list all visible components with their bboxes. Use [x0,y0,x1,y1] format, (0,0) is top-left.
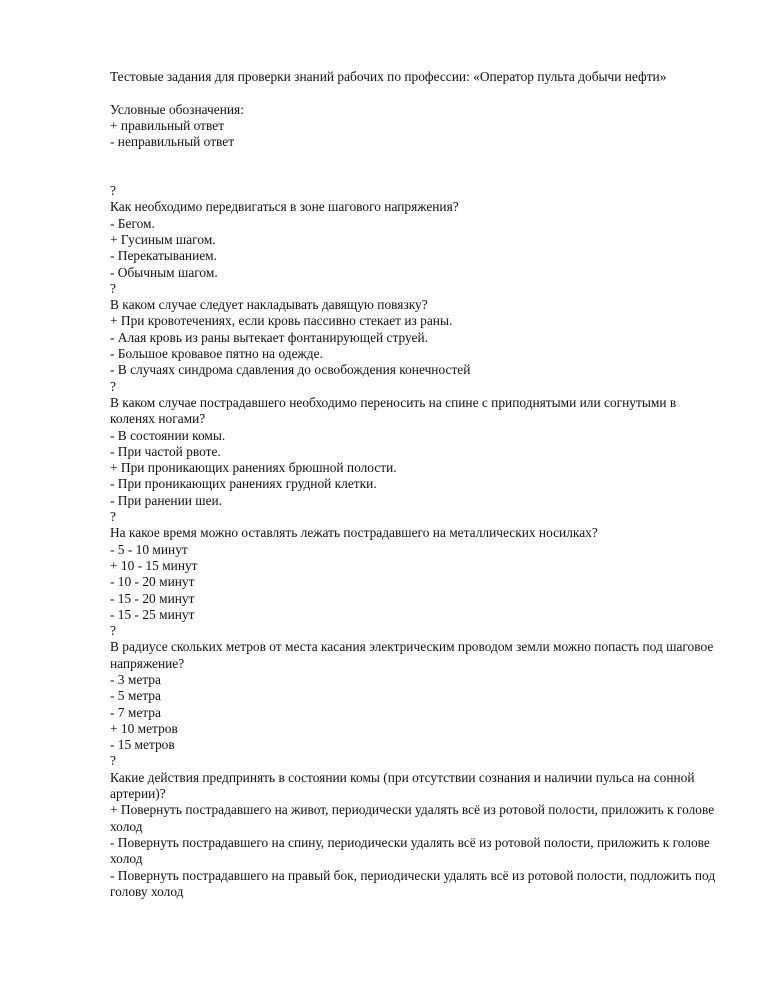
legend-item-correct: + правильный ответ [110,117,225,133]
answer-option: - 15 - 25 минут [110,606,195,622]
answer-option: - 5 - 10 минут [110,541,188,557]
answer-option: - 10 - 20 минут [110,574,195,590]
answer-option: - 5 метра [110,688,161,704]
question-marker: ? [110,378,116,394]
answer-option: - Повернуть пострадавшего на спину, периодически удалять всё из ротовой полости, приложить к голове холод [110,834,710,867]
answer-option: - При частой рвоте. [110,443,221,459]
question-marker: ? [110,623,116,639]
spacer [110,85,720,101]
answer-option: - Бегом. [110,215,155,231]
legend-item-incorrect: - неправильный ответ [110,134,235,150]
answer-option: + 10 - 15 минут [110,557,198,573]
question-text: В радиусе скольких метров от места касания электрическим проводом земли можно попасть под шаговое напряжение? [110,639,714,671]
legend-heading: Условные обозначения: [110,101,244,117]
question-marker: ? [110,509,116,525]
document-body [110,69,720,900]
question-text: Какие действия предпринять в состоянии комы (при отсутствии сознания и наличии пульса на сонной артерии)? [110,769,695,802]
answer-option: - 3 метра [110,671,161,687]
answer-option: + При проникающих ранениях брюшной полости. [110,460,397,476]
question-text: Как необходимо передвигаться в зоне шагового напряжения? [110,199,459,215]
question-marker: ? [110,753,116,769]
spacer [110,150,720,166]
answer-option: - В состоянии комы. [110,427,226,443]
answer-option: - Обычным шагом. [110,264,218,280]
answer-option: - Большое кровавое пятно на одежде. [110,346,323,362]
answer-option: - Повернуть пострадавшего на правый бок, периодически удалять всё из ротовой полости, подложить под голову холод [110,867,716,899]
document-title: Тестовые задания для проверки знаний рабочих по профессии: «Оператор пульта добычи нефти» [110,69,667,84]
answer-option: + При кровотечениях, если кровь пассивно стекает из раны. [110,313,453,329]
question-text: На какое время можно оставлять лежать пострадавшего на металлических носилках? [110,525,598,541]
question-text: В каком случае пострадавшего необходимо переносить на спине с приподнятыми или согнутыми в коленях ногами? [110,394,677,427]
answer-option: - 15 метров [110,737,175,753]
answer-option: - 7 метра [110,704,161,720]
answer-option: + Гусиным шагом. [110,231,216,247]
answer-option: - 15 - 20 минут [110,590,195,606]
answer-option: - При проникающих ранениях грудной клетки. [110,476,377,492]
spacer [110,167,720,183]
question-marker: ? [110,280,116,296]
answer-option: - При ранении шеи. [110,492,223,508]
answer-option: - Алая кровь из раны вытекает фонтанирующей струей. [110,329,429,345]
answer-option: - В случаях синдрома сдавления до освобождения конечностей [110,362,471,378]
answer-option: + 10 метров [110,720,178,736]
answer-option: + Повернуть пострадавшего на живот, периодически удалять всё из ротовой полости, приложить к голове холод [110,802,715,834]
question-text: В каком случае следует накладывать давящую повязку? [110,297,428,313]
question-marker: ? [110,183,116,199]
answer-option: - Перекатыванием. [110,248,217,264]
